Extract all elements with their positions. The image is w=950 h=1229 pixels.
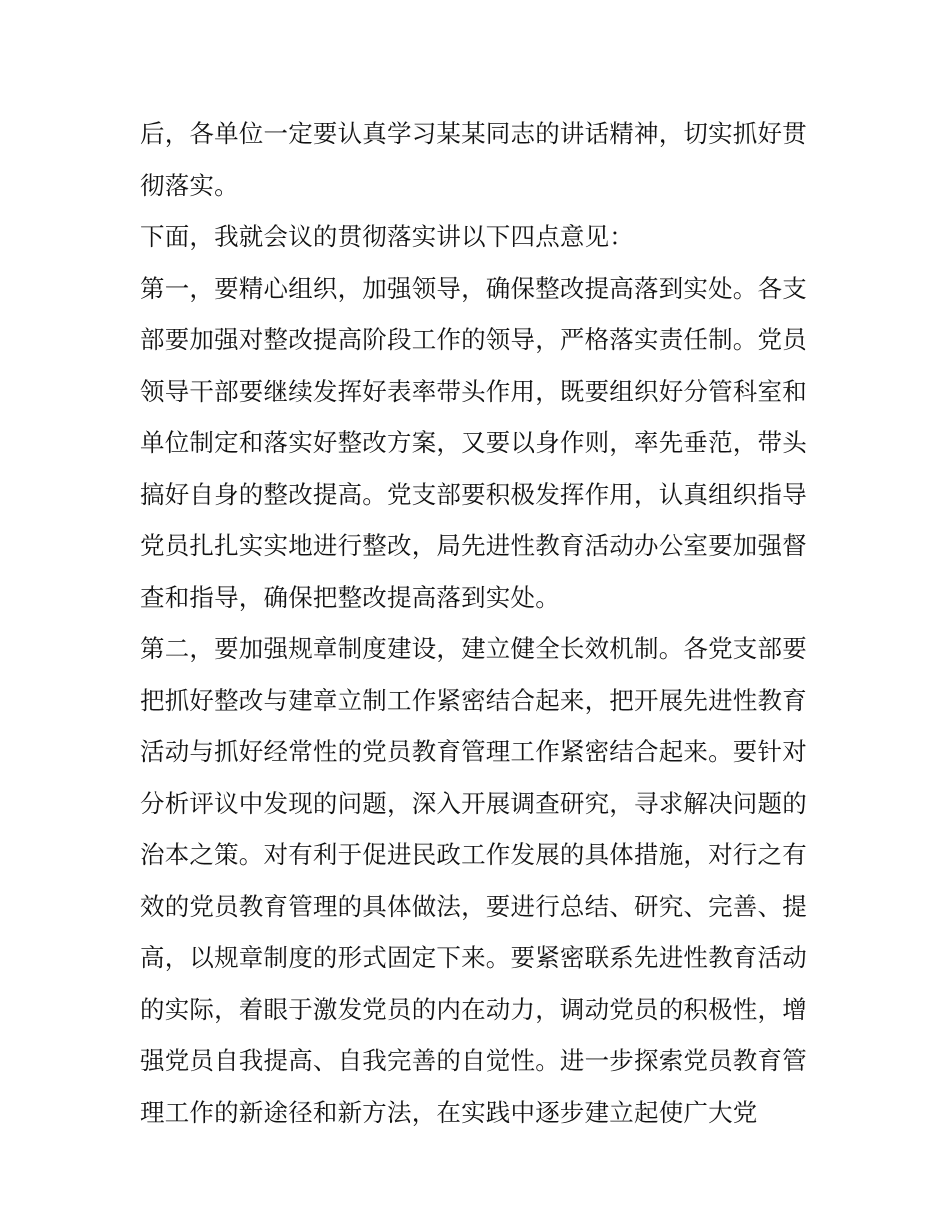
text-line: 后，各单位一定要认真学习某某同志的讲话精神，切实抓好贯 (140, 119, 807, 148)
text-line: 搞好自身的整改提高。党支部要积极发挥作用，认真组织指导 (140, 479, 807, 509)
text-line: 第一，要精心组织，加强领导，确保整改提高落到实处。各支 (140, 273, 807, 303)
text-line: 效的党员教育管理的具体做法，要进行总结、研究、完善、提 (140, 891, 807, 921)
text-line: 部要加强对整改提高阶段工作的领导，严格落实责任制。党员 (140, 325, 807, 354)
text-line: 高，以规章制度的形式固定下来。要紧密联系先进性教育活动 (140, 943, 807, 972)
text-line: 第二，要加强规章制度建设，建立健全长效机制。各党支部要 (140, 634, 807, 663)
text-line: 查和指导，确保把整改提高落到实处。 (140, 582, 560, 612)
text-line: 下面，我就会议的贯彻落实讲以下四点意见： (140, 222, 634, 251)
document-body (140, 108, 820, 1138)
text-line: 分析评议中发现的问题，深入开展调查研究，寻求解决问题的 (140, 788, 807, 818)
text-line: 彻落实。 (140, 170, 239, 200)
text-line: 治本之策。对有利于促进民政工作发展的具体措施，对行之有 (140, 840, 807, 869)
text-line: 的实际，着眼于激发党员的内在动力，调动党员的积极性，增 (140, 994, 807, 1024)
text-line: 活动与抓好经常性的党员教育管理工作紧密结合起来。要针对 (140, 737, 807, 766)
text-line: 把抓好整改与建章立制工作紧密结合起来，把开展先进性教育 (140, 685, 807, 715)
text-line: 单位制定和落实好整改方案，又要以身作则，率先垂范，带头 (140, 428, 807, 457)
text-line: 领导干部要继续发挥好表率带头作用，既要组织好分管科室和 (140, 376, 807, 406)
text-line: 党员扎扎实实地进行整改，局先进性教育活动办公室要加强督 (140, 531, 807, 560)
text-line: 强党员自我提高、自我完善的自觉性。进一步探索党员教育管 (140, 1046, 807, 1075)
text-line: 理工作的新途径和新方法，在实践中逐步建立起使广大党 (140, 1097, 758, 1127)
